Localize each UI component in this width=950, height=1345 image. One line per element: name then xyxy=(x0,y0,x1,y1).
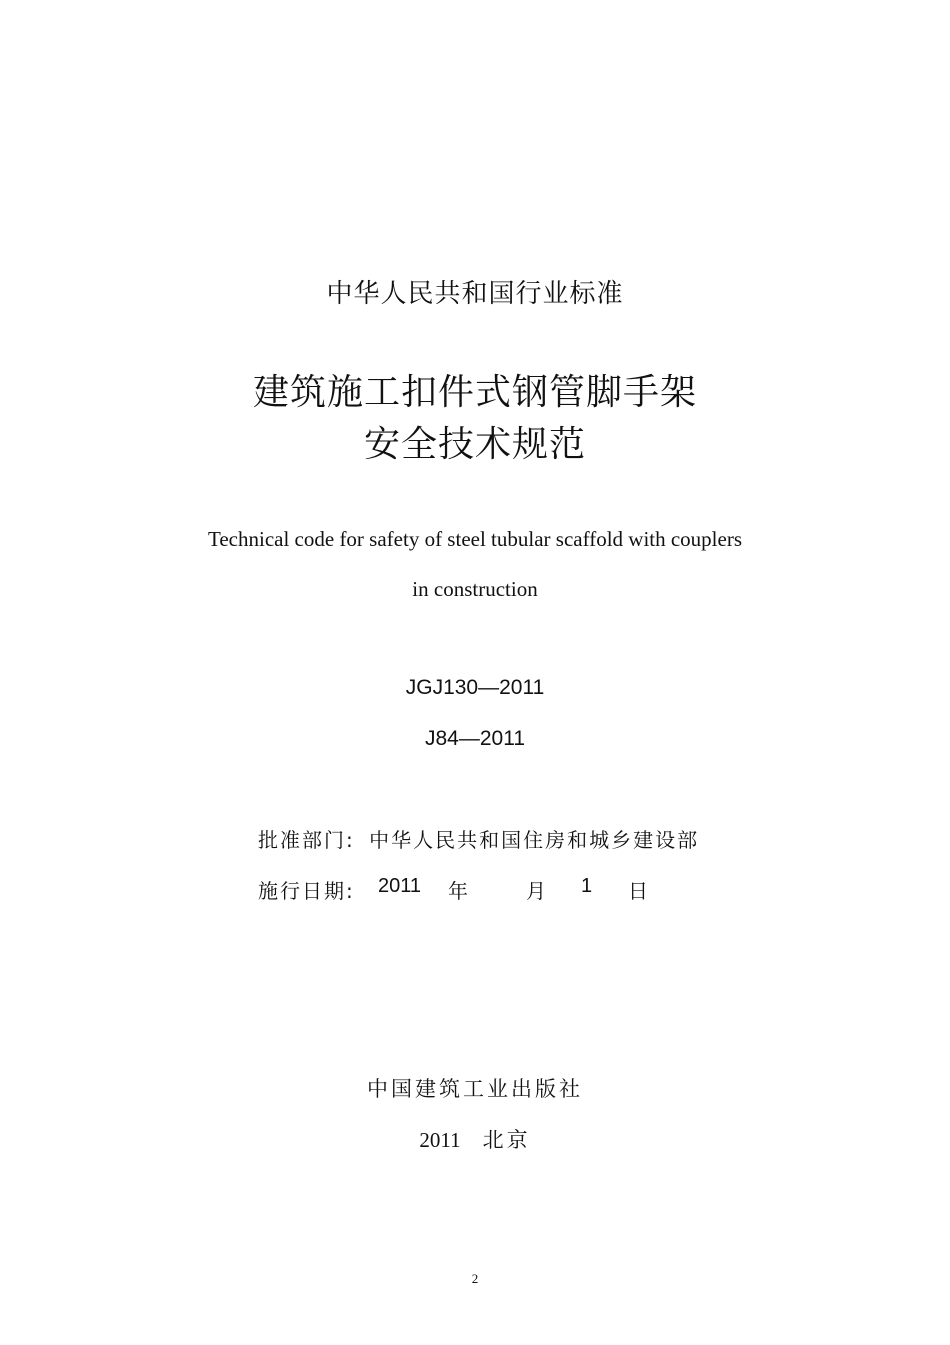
approval-label: 批准部门: xyxy=(258,828,355,852)
effective-day: 1 xyxy=(581,875,595,897)
publication-info xyxy=(0,1124,950,1154)
month-char: 月 xyxy=(526,879,548,903)
day-char: 日 xyxy=(628,879,650,903)
approval-value: 中华人民共和国住房和城乡建设部 xyxy=(369,828,700,852)
publication-city: 北京 xyxy=(482,1128,531,1152)
publisher-name: 中国建筑工业出版社 xyxy=(367,1077,583,1101)
english-title-line-2: in construction xyxy=(412,577,538,601)
publication-year: 2011 xyxy=(419,1128,461,1152)
page-number: 2 xyxy=(471,1271,479,1286)
standard-code-secondary: J84—2011 xyxy=(424,727,526,750)
year-char: 年 xyxy=(448,879,470,903)
approval-department xyxy=(258,824,699,853)
english-title-line-1: Technical code for safety of steel tubular scaffold with couplers xyxy=(207,527,743,551)
standard-code-primary: JGJ130—2011 xyxy=(405,676,545,699)
effective-year: 2011 xyxy=(378,875,422,897)
document-title-line-1: 建筑施工扣件式钢管脚手架 xyxy=(252,372,697,413)
document-title-line-2: 安全技术规范 xyxy=(363,424,586,465)
standard-series-heading: 中华人民共和国行业标准 xyxy=(326,279,624,309)
effective-label: 施行日期: xyxy=(258,879,355,903)
